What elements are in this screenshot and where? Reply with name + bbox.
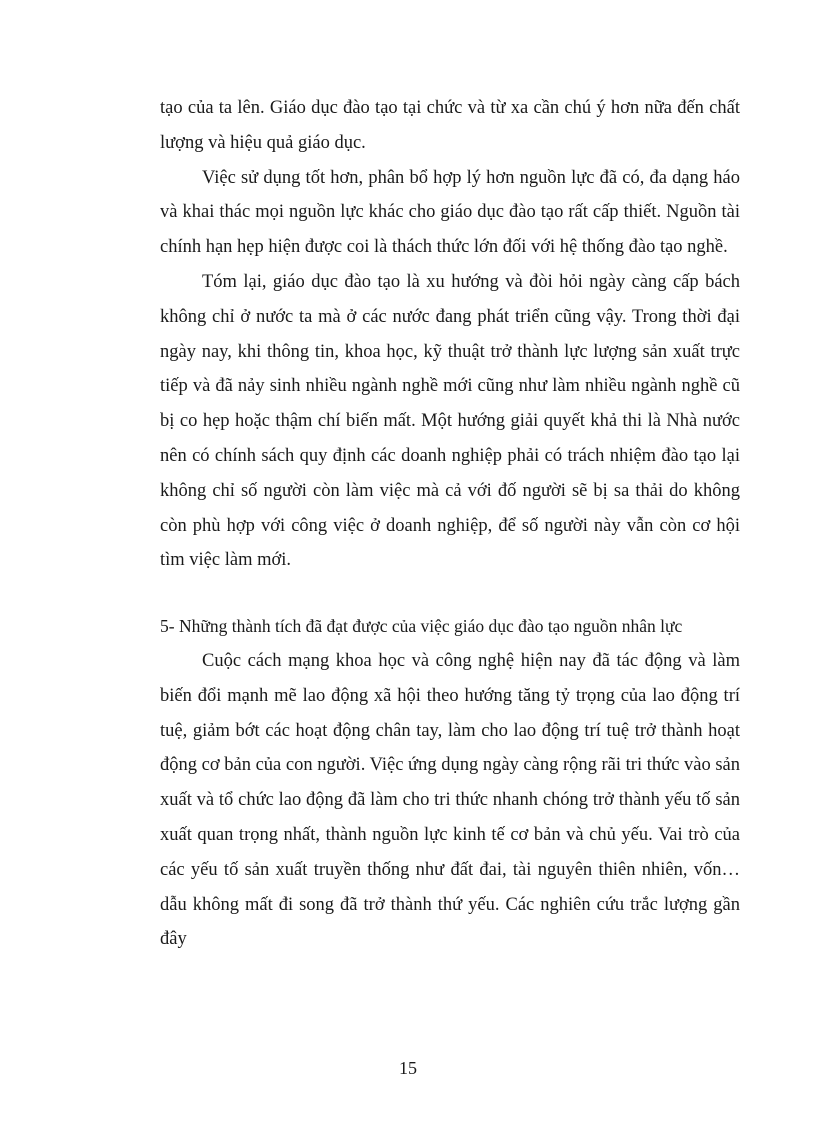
paragraph-resources: Việc sử dụng tốt hơn, phân bổ hợp lý hơn nguồn lực đã có, đa dạng háo và khai thác mọi nguồn lực khác cho giáo dục đào tạo rất cấp thiết. Nguồn tài chính hạn hẹp hiện được coi là thách thức lớn đối với hệ thống đào tạo nghề. bbox=[160, 167, 740, 258]
paragraph-continuation: tạo của ta lên. Giáo dục đào tạo tại chức và từ xa cần chú ý hơn nữa đến chất lượng và hiệu quả giáo dục. bbox=[160, 98, 740, 153]
page-number: 15 bbox=[399, 1058, 417, 1078]
section-heading: 5- Những thành tích đã đạt được của việc giáo dục đào tạo nguồn nhân lực bbox=[160, 616, 683, 637]
body-text bbox=[160, 91, 740, 957]
paragraph-summary: Tóm lại, giáo dục đào tạo là xu hướng và đòi hỏi ngày càng cấp bách không chỉ ở nước ta mà ở các nước đang phát triển cũng vậy. Trong thời đại ngày nay, khi thông tin, khoa học, kỹ thuật trở thành lực lượng sản xuất trực tiếp và đã nảy sinh nhiều ngành nghề mới cũng như làm nhiều ngành nghề cũ bị co hẹp hoặc thậm chí biến mất. Một hướng giải quyết khả thi là Nhà nước nên có chính sách quy định các doanh nghiệp phải có trách nhiệm đào tạo lại không chỉ số người còn làm việc mà cả với đố người sẽ bị sa thải do không còn phù hợp với công việc ở doanh nghiệp, để số người này vẫn còn cơ hội tìm việc làm mới. bbox=[160, 271, 740, 571]
paragraph-revolution: Cuộc cách mạng khoa học và công nghệ hiện nay đã tác động và làm biến đổi mạnh mẽ lao động xã hội theo hướng tăng tỷ trọng của lao động trí tuệ, giảm bớt các hoạt động chân tay, làm cho lao động trí tuệ trở thành hoạt động cơ bản của con người. Việc ứng dụng ngày càng rộng rãi tri thức vào sản xuất và tổ chức lao động đã làm cho tri thức nhanh chóng trở thành yếu tố sản xuất quan trọng nhất, thành nguồn lực kinh tế cơ bản và chủ yếu. Vai trò của các yếu tố sản xuất truyền thống như đất đai, tài nguyên thiên nhiên, vốn…dẫu không mất đi song đã trở thành thứ yếu. Các nghiên cứu trắc lượng gần đây bbox=[160, 650, 740, 950]
